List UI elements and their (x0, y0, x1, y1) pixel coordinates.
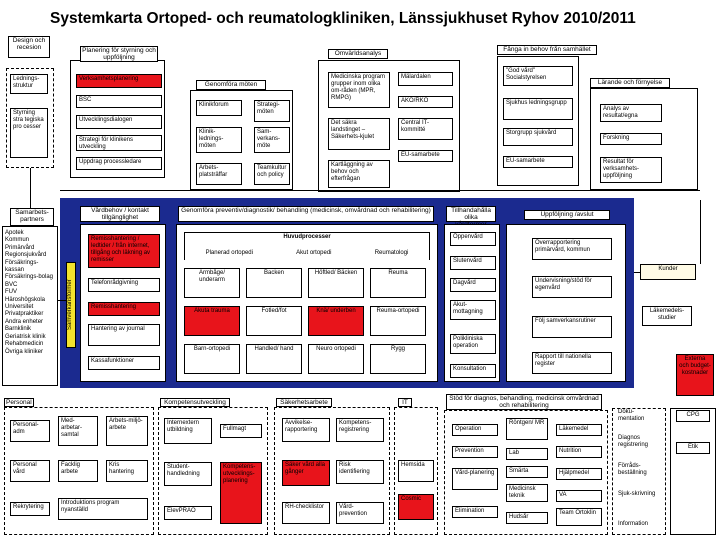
samarbets-list (3, 228, 57, 386)
fanga-item: "God vård" Socialstyrelsen (503, 66, 573, 86)
vardbehov-item: Remisshantering (88, 302, 160, 316)
process-cell: Backen (246, 268, 302, 298)
samarbets-item: FUV (5, 289, 17, 296)
personal-label: Personal (4, 398, 34, 407)
tillhandahalla-item: Öppenvård (450, 232, 496, 246)
process-cell: Barn-ortopedi (184, 344, 240, 374)
uppfoljning-item: Rapport till nationella register (532, 352, 612, 374)
stod-item: Medicinsk teknik (506, 484, 548, 502)
stod-item: VA (556, 490, 602, 502)
stod-item: Hudsår (506, 512, 548, 524)
moten-item: Sam-verkans-möte (254, 127, 290, 153)
kompetens-label: Kompetensutveckling (160, 398, 230, 407)
omvarld-item: Medicinska program grupper inom olika om-råden (MPR, RMPG) (328, 72, 390, 108)
samarbets-item: Privatpraktiker (5, 311, 44, 318)
cpg-group (670, 408, 716, 535)
samarbets-item: Rehabmedicin (5, 341, 44, 348)
moten-item: Arbets-platsträffar (196, 163, 242, 185)
tillhandahalla-item: Slutenvård (450, 256, 496, 270)
personal-item: Facklig arbete (58, 460, 98, 482)
personal-item: Rekrytering (10, 502, 50, 516)
uppfoljning-item: Undervisning/stöd för egenvård (532, 276, 612, 298)
process-cell: Handled/ hand (246, 344, 302, 374)
larande-label: Lärande och förnyelse (590, 78, 670, 88)
process-cell: Rygg (370, 344, 426, 374)
samarbets-label: Samarbets-partners (10, 208, 54, 226)
moten-item: Klinikforum (196, 100, 242, 116)
fanga-item: Sjukhus ledningsgrupp (503, 98, 573, 120)
samverkansformer-bar: Samverkansformer (66, 262, 76, 348)
kunder-box: Kunder (640, 264, 696, 280)
stod-item: Team Ortoklin (556, 508, 602, 526)
personal-item: Med-arbetar-samtal (58, 416, 98, 446)
sakerhet-item: Vård-prevention (336, 502, 384, 524)
planering-item: Strategi för klinikens utveckling (76, 135, 162, 151)
omvarld-item: EU-samarbete (398, 150, 453, 162)
samarbets-item: Andra enheter (5, 318, 44, 325)
samarbets-item: Övriga kliniker (5, 348, 44, 355)
stod-item: Röntgen/ MR (506, 418, 548, 440)
stod-item: Elimination (452, 506, 498, 518)
personal-item: Personal vård (10, 460, 50, 482)
omvarld-label: Omvärldsanalys (328, 49, 388, 59)
planering-label: Planering för styrning och uppföljning (80, 46, 158, 62)
samarbets-item: Häroshögskola (5, 296, 46, 303)
vardbehov-label: Vårdbehov / kontakt tillgänglighet (80, 206, 160, 222)
process-cell: Höftled/ Bäcken (308, 268, 364, 298)
personal-item: Personal-adm (10, 420, 50, 442)
stod-item: Vård-planering (452, 468, 498, 490)
stod-item: Läkemedel (556, 424, 602, 436)
omvarld-item: Central IT-kommitté (398, 118, 453, 140)
personal-item: Arbets-miljö-arbete (106, 416, 148, 446)
vardbehov-item: Telefonrådgivning (88, 278, 160, 292)
omvarld-item: Det säkra landstinget – Säkerhets-kjulet (328, 118, 390, 150)
fanga-label: Fånga in behov från samhället (497, 45, 597, 55)
sakerhet-label: Säkerhetsarbete (276, 398, 332, 407)
moten-item: Teamkultur och policy (254, 163, 290, 185)
kompetens-item: Fullmagt (220, 424, 262, 438)
sakerhet-item: Risk identifiering (336, 460, 384, 484)
tillhandahalla-item: Akut-mottagning (450, 300, 496, 320)
etik-box: Etik (676, 442, 710, 454)
omvarld-item: AKO/RKO (398, 96, 453, 108)
planering-item: Verksamhetsplanering (76, 74, 162, 88)
kompetens-item: Student-handledning (164, 462, 212, 486)
dok-item: Förråds-beställning (618, 463, 647, 476)
stod-item: Nutrition (556, 446, 602, 458)
fanga-item: EU-samarbete (503, 156, 573, 168)
stod-item: Lab (506, 448, 548, 460)
process-cell: Akuta trauma (184, 306, 240, 336)
it-label: IT (398, 398, 412, 407)
process-cell: Reuma-ortopedi (370, 306, 426, 336)
fanga-item: Storgrupp sjukvård (503, 128, 573, 146)
stod-item: Hjälpmedel (556, 468, 602, 480)
design-label: Design och recesion (8, 36, 50, 58)
genomfora-moten-label: Genomföra möten (196, 80, 266, 90)
tillhandahalla-item: Polikliniska operation (450, 334, 496, 354)
samarbets-item: BVC (5, 281, 18, 288)
uppfoljning-label: Uppföljning /avslut (524, 210, 610, 220)
stod-label: Stöd för diagnos, behandling, medicinsk omvårdnad och rehabilitering (446, 394, 602, 410)
sakerhet-item: RH-checklistor (282, 502, 330, 524)
it-item: Cosmic (398, 494, 434, 520)
dok-item: Information (618, 521, 649, 527)
samarbets-item: Universitet (5, 304, 34, 311)
planering-item: Uppdrag processledare (76, 157, 162, 170)
process-cell: Reuma (370, 268, 426, 298)
planering-item: BSC (76, 95, 162, 108)
sakerhet-item: Avvikelse-rapportering (282, 418, 330, 442)
tillhandahalla-item: Konsultation (450, 364, 496, 378)
process-cell: Neuro ortopedi (308, 344, 364, 374)
tillhandahalla-item: Dagvård (450, 278, 496, 292)
dok-item: Sjuk-skrivning (618, 491, 656, 497)
huvud-sub: Planerad ortopedi (205, 250, 253, 256)
samarbets-item: Kommun (5, 237, 30, 244)
lakemedel-box: Läkemedels-studier (642, 306, 692, 326)
process-cell: Knä/ underben (308, 306, 364, 336)
process-cell: Fotled/fot (246, 306, 302, 336)
page-title: Systemkarta Ortoped- och reumatologkliniken, Länssjukhuset Ryhov 2010/2011 (50, 10, 636, 27)
dok-item: Diagnos registrering (618, 435, 649, 448)
samarbets-item: Försäkrings-kassan (5, 259, 39, 274)
samarbets-item: Primärvård (5, 244, 35, 251)
kompetens-item: Kompetens-utvecklings-planering (220, 462, 262, 524)
planering-item: Utvecklingsdialogen (76, 115, 162, 129)
moten-item: Klinik-lednings-möten (196, 127, 242, 153)
stod-item: Prevention (452, 446, 498, 458)
samarbets-item: Försäkrings-bolag (5, 274, 54, 281)
uppfoljning-item: Följ samverkansrutiner (532, 316, 612, 338)
dok-item: Doku-mentation (618, 409, 645, 422)
larande-item: Resultat för verksamhets-uppföljning (600, 157, 662, 183)
vardbehov-item: Kassafunktioner (88, 356, 160, 370)
huvud-sub-row (184, 246, 430, 260)
huvud-sub: Akut ortopedi (296, 250, 332, 256)
moten-item: Strategi-möten (254, 100, 290, 122)
personal-item: Introduktions program nyanställd (58, 498, 148, 520)
samarbets-item: Apotek (5, 230, 24, 236)
vardbehov-item: Remisshantering / ledtider / från internet, tillgång och läkning av remisser (88, 234, 160, 268)
genomfora-prev-label: Genomföra preventiv/diagnostik/ behandling (medicinsk, omvårdnad och rehabilitering) (178, 206, 434, 222)
stod-item: Operation (452, 424, 498, 436)
extern-box: Externa och budget-kostnader (676, 354, 714, 396)
uppfoljning-item: Överrapportering primärvård, kommun (532, 238, 612, 260)
cpg-box: CPG (676, 410, 710, 422)
kompetens-item: Internextern utbildning (164, 418, 212, 444)
ledning-box: Lednings-struktur (10, 74, 48, 94)
process-cell: Armbåge/ underarm (184, 268, 240, 298)
huvud-sub: Reumatologi (374, 250, 409, 256)
tillhandahalla-label: Tillhandahålla olika (446, 206, 496, 222)
personal-item: Kris hantering (106, 460, 148, 482)
stod-item: Smärta (506, 466, 548, 478)
omvarld-item: Mälardalen (398, 72, 453, 86)
kompetens-item: ElevPRAO (164, 506, 212, 520)
sakerhet-item: Kompetens-registrering (336, 418, 384, 442)
samarbets-item: Barnklinik (5, 326, 32, 333)
styrning-box: Styrning stra tegiska pro cesser (10, 108, 48, 158)
samarbets-item: Regionsjukvård (5, 252, 47, 259)
larande-item: Analys av resultat/egna (600, 104, 662, 122)
samarbets-item: Geriatrisk klinik (5, 333, 46, 340)
vardbehov-item: Hantering av journal (88, 324, 160, 346)
sakerhet-item: Säker vård alla gånger (282, 460, 330, 486)
larande-item: Forskning (600, 133, 662, 145)
huvudprocesser-title: Huvudprocesser (184, 232, 430, 260)
it-item: Hemsida (398, 460, 434, 482)
omvarld-item: Kartläggning av behov och efterfrågan (328, 160, 390, 188)
